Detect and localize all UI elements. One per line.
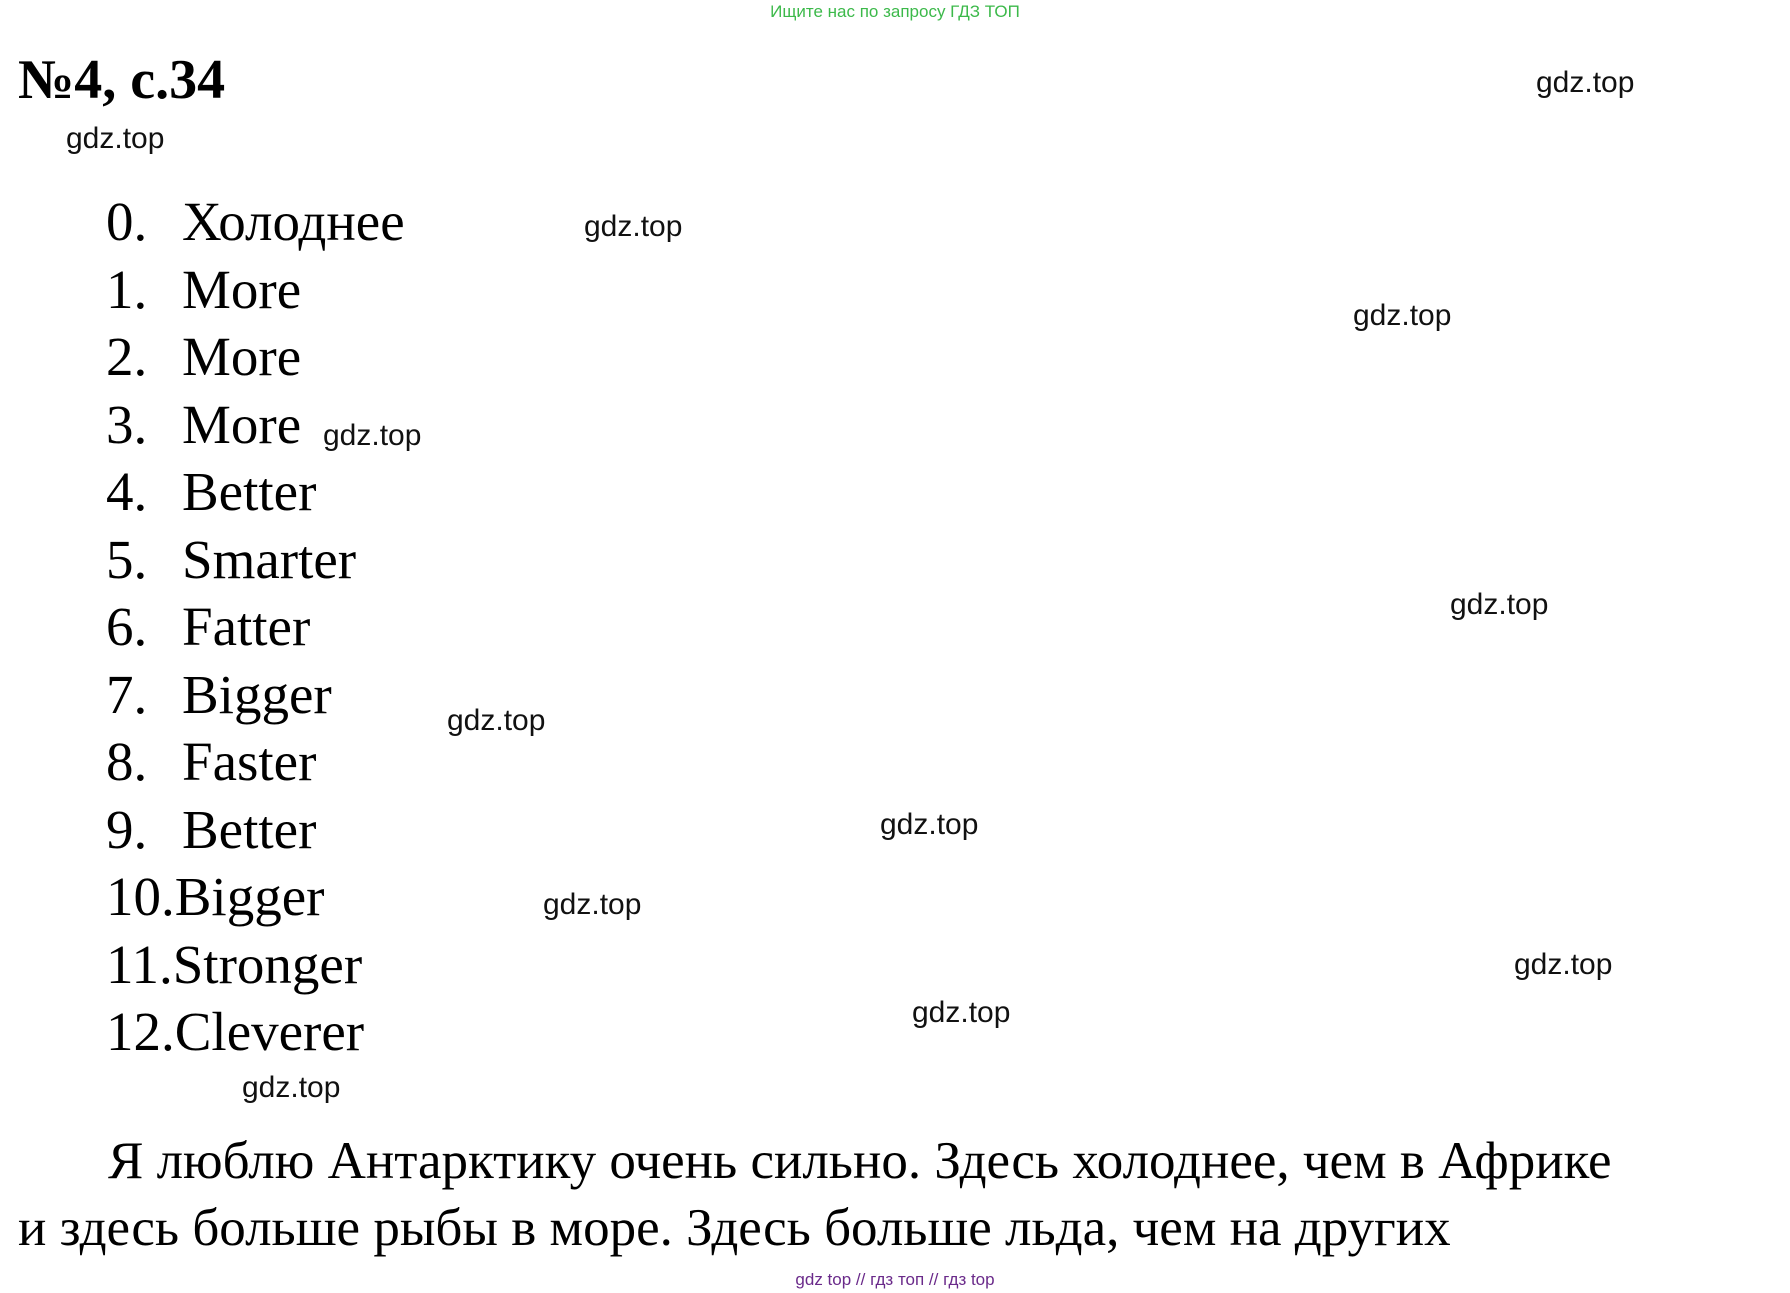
- answer-word: Bigger: [182, 663, 332, 725]
- answer-item-12: [106, 998, 405, 1066]
- answer-item-4: [106, 458, 405, 526]
- answer-number: 4.: [106, 461, 148, 522]
- watermark: gdz.top: [1353, 299, 1452, 332]
- answer-item-5: [106, 526, 405, 594]
- answer-word: Faster: [182, 731, 317, 792]
- top-banner: Ищите нас по запросу ГДЗ ТОП: [770, 2, 1020, 21]
- watermark: gdz.top: [1450, 588, 1549, 621]
- answer-list: [106, 188, 405, 1066]
- answer-number: 9.: [106, 798, 148, 860]
- answer-word: Better: [182, 461, 317, 522]
- answer-item-8: [106, 728, 405, 796]
- answer-word: More: [182, 258, 302, 320]
- watermark: gdz.top: [1514, 948, 1613, 981]
- answer-number: 0.: [106, 191, 148, 252]
- answer-word: Bigger: [174, 866, 325, 927]
- watermark: gdz.top: [242, 1071, 341, 1104]
- answer-item-6: [106, 593, 405, 661]
- answer-word: Better: [182, 798, 317, 860]
- answer-number: 7.: [106, 663, 148, 725]
- answer-item-1: [106, 256, 405, 324]
- answer-number: 5.: [106, 528, 148, 590]
- translation-paragraph: [18, 1128, 1790, 1262]
- answer-item-7: [106, 661, 405, 729]
- answer-item-2: [106, 323, 405, 391]
- footer-watermark: gdz top // гдз топ // гдз top: [795, 1270, 995, 1289]
- watermark: gdz.top: [66, 122, 165, 155]
- answer-word: Холоднее: [182, 191, 405, 252]
- answer-number: 6.: [106, 596, 148, 657]
- answer-number: 1.: [106, 258, 148, 320]
- page-title: №4, с.34: [18, 49, 226, 111]
- answer-number: 10.: [106, 866, 175, 927]
- watermark: gdz.top: [912, 996, 1011, 1029]
- answer-word: More: [182, 393, 302, 455]
- answer-item-9: [106, 796, 405, 864]
- watermark: gdz.top: [880, 808, 979, 841]
- answer-number: 3.: [106, 393, 148, 455]
- answer-item-0: [106, 188, 405, 256]
- answer-number: 2.: [106, 326, 148, 387]
- watermark: gdz.top: [447, 704, 546, 737]
- answer-item-10: [106, 863, 405, 931]
- watermark: gdz.top: [323, 419, 422, 452]
- paragraph-line: и здесь больше рыбы в море. Здесь больше льда, чем на других: [18, 1199, 1451, 1257]
- watermark: gdz.top: [1536, 66, 1635, 99]
- answer-word: Cleverer: [174, 1001, 365, 1062]
- answer-number: 11.: [106, 933, 173, 995]
- answer-word: More: [182, 326, 302, 387]
- answer-number: 12.: [106, 1001, 175, 1062]
- watermark: gdz.top: [543, 888, 642, 921]
- answer-number: 8.: [106, 731, 148, 792]
- answer-word: Stronger: [172, 933, 363, 995]
- answer-word: Smarter: [182, 528, 357, 590]
- paragraph-line: Я люблю Антарктику очень сильно. Здесь холоднее, чем в Африке: [108, 1132, 1612, 1190]
- watermark: gdz.top: [584, 210, 683, 243]
- answer-word: Fatter: [182, 596, 311, 657]
- answer-item-11: [106, 931, 405, 999]
